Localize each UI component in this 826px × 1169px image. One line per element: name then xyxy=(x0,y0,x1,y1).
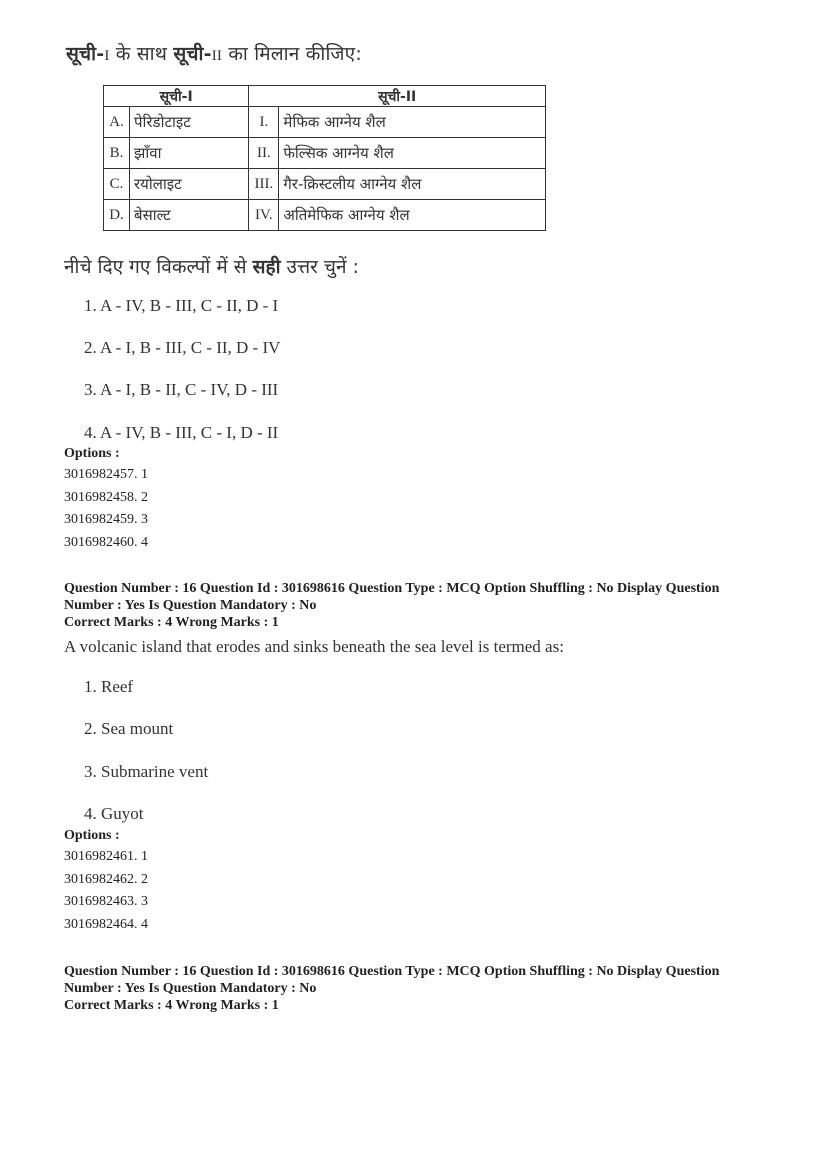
option-id-line: 3016982460. 4 xyxy=(64,535,148,550)
heading-part: का मिलान कीजिए: xyxy=(222,43,362,65)
option-id-line: 3016982462. 2 xyxy=(64,872,148,887)
row-code: D. xyxy=(104,200,130,231)
meta-line: Correct Marks : 4 Wrong Marks : 1 xyxy=(64,615,279,630)
row-num: III. xyxy=(249,169,279,200)
heading-part: सूची- xyxy=(173,43,212,65)
heading-part: II xyxy=(211,48,223,64)
row-code: C. xyxy=(104,169,130,200)
option-id-line: 3016982463. 3 xyxy=(64,894,148,909)
row-num: II. xyxy=(249,138,279,169)
heading-part: के साथ xyxy=(109,43,174,65)
choice-item: 3. Submarine vent xyxy=(84,762,209,781)
row-left: झाँवा xyxy=(130,138,249,169)
row-code: A. xyxy=(104,107,130,138)
meta-line: Number : Yes Is Question Mandatory : No xyxy=(64,598,317,613)
option-id-line: 3016982458. 2 xyxy=(64,490,148,505)
choose-bold: सही xyxy=(252,256,281,278)
match-table xyxy=(103,85,546,231)
question-meta xyxy=(64,580,764,631)
choice-item: 4. A - IV, B - III, C - I, D - II xyxy=(84,423,279,442)
choice-item: 3. A - I, B - II, C - IV, D - III xyxy=(84,380,279,399)
choice-item: 2. A - I, B - III, C - II, D - IV xyxy=(84,338,281,357)
question-heading xyxy=(66,40,362,66)
heading-part: I xyxy=(104,48,110,64)
table-header-list2: सूची-II xyxy=(249,86,546,107)
choice-item: 1. Reef xyxy=(84,677,134,696)
row-left: रयोलाइट xyxy=(130,169,249,200)
option-id-line: 3016982457. 1 xyxy=(64,467,148,482)
choose-prefix: नीचे दिए गए विकल्पों में से xyxy=(64,256,253,278)
question-stem: A volcanic island that erodes and sinks beneath the sea level is termed as: xyxy=(64,637,564,656)
meta-line: Number : Yes Is Question Mandatory : No xyxy=(64,981,317,996)
row-num: IV. xyxy=(249,200,279,231)
choose-instruction xyxy=(64,253,359,279)
row-left: पेरिडोटाइट xyxy=(130,107,249,138)
meta-line: Question Number : 16 Question Id : 301698616 Question Type : MCQ Option Shuffling : No Display Question xyxy=(64,964,720,979)
row-right: अतिमेफिक आग्नेय शैल xyxy=(279,200,546,231)
table-row xyxy=(104,169,546,200)
row-right: गैर-क्रिस्टलीय आग्नेय शैल xyxy=(279,169,546,200)
option-id-line: 3016982459. 3 xyxy=(64,512,148,527)
table-row xyxy=(104,138,546,169)
question-meta xyxy=(64,963,764,1014)
row-left: बेसाल्ट xyxy=(130,200,249,231)
meta-line: Correct Marks : 4 Wrong Marks : 1 xyxy=(64,998,279,1013)
choice-item: 2. Sea mount xyxy=(84,719,174,738)
option-id-line: 3016982464. 4 xyxy=(64,917,148,932)
choice-item: 4. Guyot xyxy=(84,804,144,823)
choice-item: 1. A - IV, B - III, C - II, D - I xyxy=(84,296,279,315)
table-row xyxy=(104,200,546,231)
row-num: I. xyxy=(249,107,279,138)
row-right: मेफिक आग्नेय शैल xyxy=(279,107,546,138)
table-header-row xyxy=(104,86,546,107)
row-right: फेल्सिक आग्नेय शैल xyxy=(279,138,546,169)
row-code: B. xyxy=(104,138,130,169)
options-label: Options : xyxy=(64,828,120,843)
meta-line: Question Number : 16 Question Id : 301698616 Question Type : MCQ Option Shuffling : No Display Question xyxy=(64,581,720,596)
table-header-list1: सूची-I xyxy=(104,86,249,107)
option-id-line: 3016982461. 1 xyxy=(64,849,148,864)
choose-suffix: उत्तर चुनें : xyxy=(280,256,359,278)
heading-part: सूची- xyxy=(66,43,105,65)
options-label: Options : xyxy=(64,446,120,461)
table-row xyxy=(104,107,546,138)
